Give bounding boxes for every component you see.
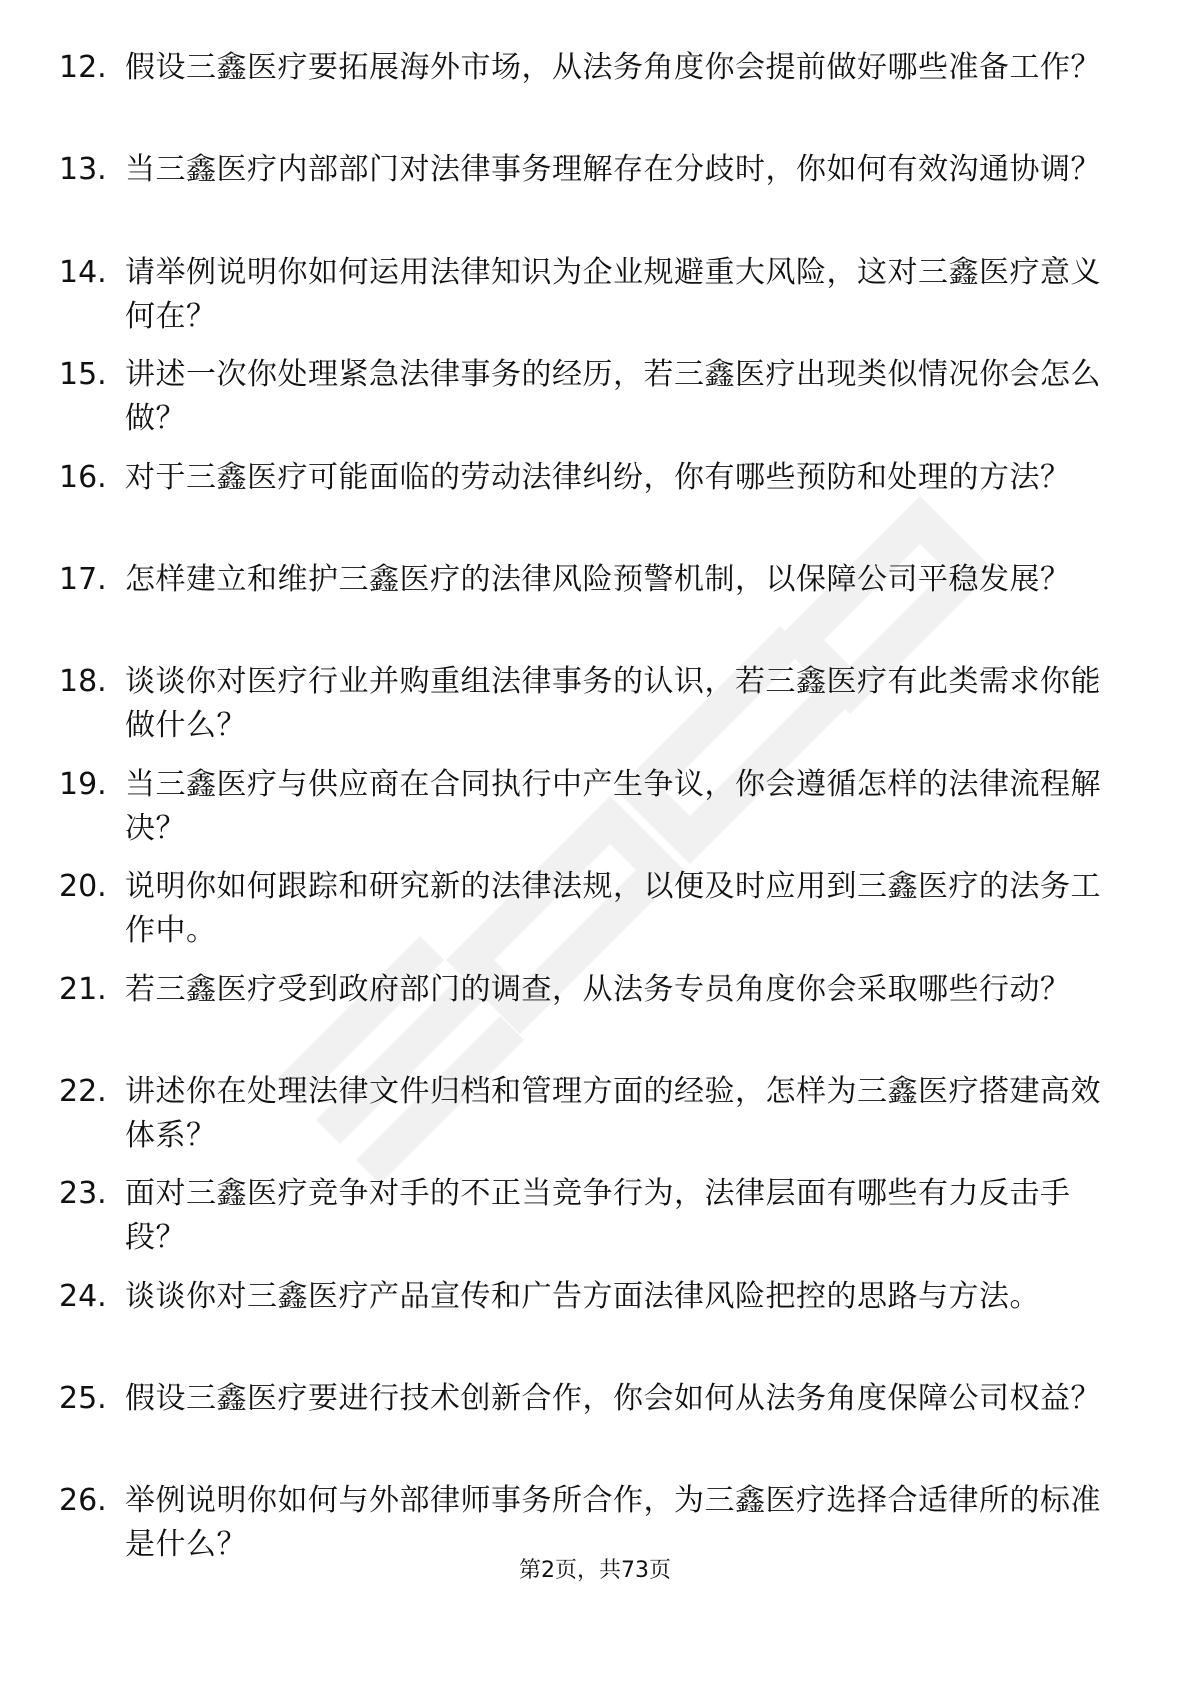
question-text: 假设三鑫医疗要进行技术创新合作，你会如何从法务角度保障公司权益？ (125, 1381, 1101, 1417)
question-text: 怎样建立和维护三鑫医疗的法律风险预警机制，以保障公司平稳发展？ (125, 561, 1071, 597)
question-text: 请举例说明你如何运用法律知识为企业规避重大风险，这对三鑫医疗意义何在？ (125, 254, 1101, 334)
question-list (0, 46, 1190, 1582)
question-text: 讲述你在处理法律文件归档和管理方面的经验，怎样为三鑫医疗搭建高效体系？ (125, 1073, 1101, 1153)
question-number: 17. (59, 561, 107, 597)
question-item (0, 456, 1190, 558)
question-item (0, 251, 1190, 353)
question-item (0, 1070, 1190, 1172)
question-item (0, 558, 1190, 660)
page-footer (0, 1556, 1190, 1586)
question-number: 24. (59, 1278, 107, 1314)
question-number: 26. (59, 1483, 107, 1519)
question-number: 21. (59, 971, 107, 1007)
question-number: 25. (59, 1381, 107, 1417)
question-text: 说明你如何跟踪和研究新的法律法规，以便及时应用到三鑫医疗的法务工作中。 (125, 869, 1101, 949)
question-text: 谈谈你对三鑫医疗产品宣传和广告方面法律风险把控的思路与方法。 (125, 1278, 1040, 1314)
question-number: 13. (59, 152, 107, 188)
page-number-label: 第2页，共73页 (519, 1558, 671, 1583)
question-number: 18. (59, 664, 107, 700)
question-item (0, 1377, 1190, 1479)
question-item (0, 660, 1190, 762)
question-item (0, 353, 1190, 455)
question-item (0, 968, 1190, 1070)
question-number: 16. (59, 459, 107, 495)
question-number: 23. (59, 1176, 107, 1212)
question-number: 19. (59, 766, 107, 802)
question-item (0, 1172, 1190, 1274)
question-text: 面对三鑫医疗竞争对手的不正当竞争行为，法律层面有哪些有力反击手段？ (125, 1176, 1071, 1256)
question-number: 22. (59, 1073, 107, 1109)
question-text: 对于三鑫医疗可能面临的劳动法律纠纷，你有哪些预防和处理的方法？ (125, 459, 1071, 495)
question-text: 谈谈你对医疗行业并购重组法律事务的认识，若三鑫医疗有此类需求你能做什么？ (125, 664, 1101, 744)
question-item (0, 865, 1190, 967)
question-item (0, 148, 1190, 250)
question-text: 若三鑫医疗受到政府部门的调查，从法务专员角度你会采取哪些行动？ (125, 971, 1071, 1007)
question-text: 讲述一次你处理紧急法律事务的经历，若三鑫医疗出现类似情况你会怎么做？ (125, 357, 1101, 437)
question-number: 14. (59, 254, 107, 290)
question-text: 假设三鑫医疗要拓展海外市场，从法务角度你会提前做好哪些准备工作？ (125, 50, 1101, 85)
question-number: 20. (59, 869, 107, 905)
question-item (0, 1275, 1190, 1377)
question-number: 12. (59, 50, 107, 85)
question-text: 举例说明你如何与外部律师事务所合作，为三鑫医疗选择合适律所的标准是什么？ (125, 1483, 1101, 1563)
question-number: 15. (59, 357, 107, 393)
question-text: 当三鑫医疗与供应商在合同执行中产生争议，你会遵循怎样的法律流程解决？ (125, 766, 1101, 846)
question-item (0, 46, 1190, 148)
question-item (0, 763, 1190, 865)
question-text: 当三鑫医疗内部部门对法律事务理解存在分歧时，你如何有效沟通协调？ (125, 152, 1101, 188)
